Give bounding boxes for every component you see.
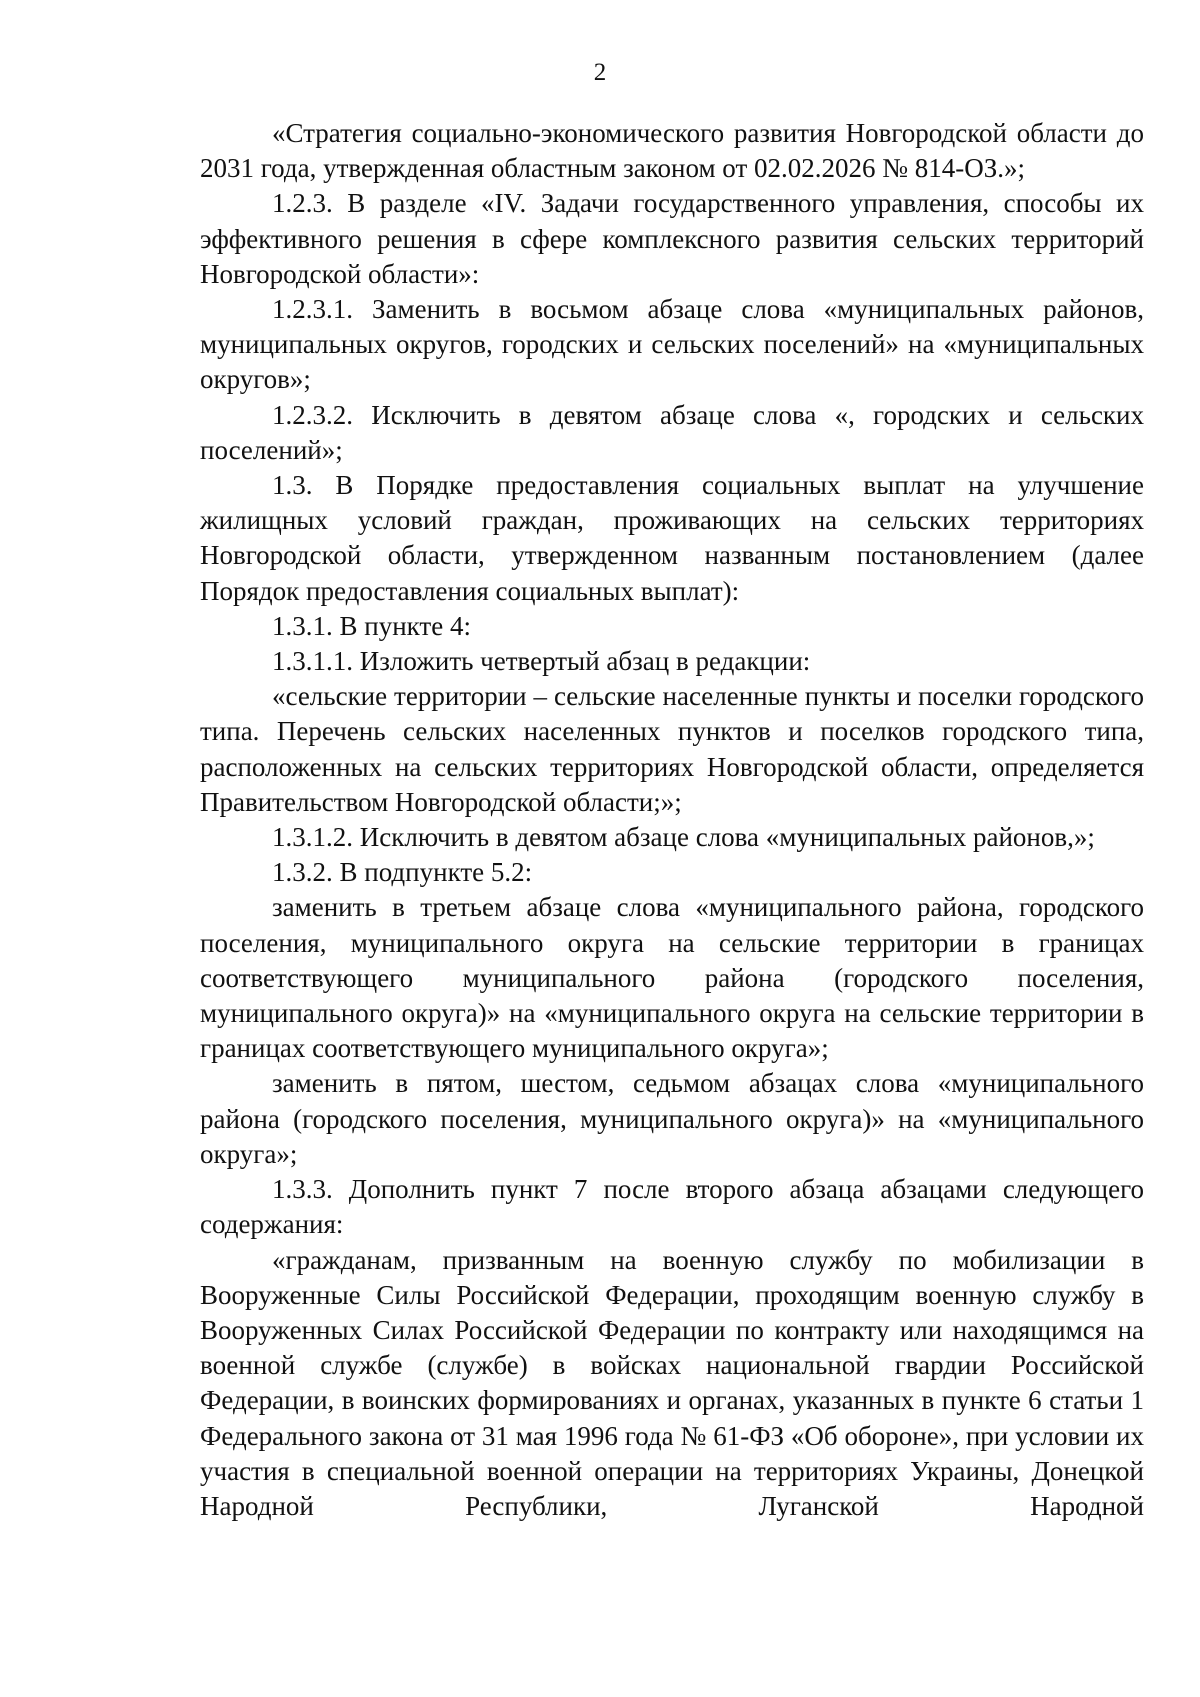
paragraph-1-3-1-1: 1.3.1.1. Изложить четвертый абзац в редакции:	[272, 646, 811, 677]
paragraph-1-2-3-2: 1.2.3.2. Исключить в девятом абзаце слова «, городских и сельских поселений»;	[200, 399, 1144, 465]
paragraph-1-3-1: 1.3.1. В пункте 4:	[272, 610, 471, 641]
paragraph-1-3-2: 1.3.2. В подпункте 5.2:	[272, 857, 533, 888]
paragraph-1-3-3: 1.3.3. Дополнить пункт 7 после второго абзаца абзацами следующего содержания:	[200, 1174, 1144, 1240]
paragraph-1-2-3-1: 1.2.3.1. Заменить в восьмом абзаце слова «муниципальных районов, муниципальных округов, городских и сельских поселений» на «муниципальных округов»;	[200, 294, 1144, 395]
paragraph-rural-territories-quote: «сельские территории – сельские населенные пункты и поселки городского типа. Перечень сельских населенных пунктов и поселков городского типа, расположенных на сельских территориях Новгородской области, определяется Правительством Новгородской области;»;	[200, 681, 1144, 817]
paragraph-1-3: 1.3. В Порядке предоставления социальных выплат на улучшение жилищных условий граждан, проживающих на сельских территориях Новгородской области, утвержденном названным постановлением (далее Порядок предоставления социальных выплат):	[200, 470, 1144, 606]
paragraph-citizens-quote: «гражданам, призванным на военную службу по мобилизации в Вооруженные Силы Российской Федерации, проходящим военную службу в Вооруженных Силах Российской Федерации по контракту или находящимся на военной службе (службе) в войсках национальной гвардии Российской Федерации, в воинских формированиях и органах, указанных в пункте 6 статьи 1 Федерального закона от 31 мая 1996 года № 61-ФЗ «Об обороне», при условии их участия в специальной военной операции на территориях Украины, Донецкой Народной Республики, Луганской Народной	[200, 1244, 1144, 1521]
page-number: 2	[593, 59, 607, 86]
paragraph-replace-third: заменить в третьем абзаце слова «муниципального района, городского поселения, муниципального округа на сельские территории в границах соответствующего муниципального района (городского поселения, муниципального округа)» на «муниципального округа на сельские территории в границах соответствующего муниципального округа»;	[200, 892, 1144, 1064]
paragraph-1-3-1-2: 1.3.1.2. Исключить в девятом абзаце слова «муниципальных районов,»;	[272, 822, 1095, 853]
paragraph-replace-fifth-sixth-seventh: заменить в пятом, шестом, седьмом абзацах слова «муниципального района (городского поселения, муниципального округа)» на «муниципального округа»;	[200, 1068, 1144, 1169]
paragraph-1-2-3: 1.2.3. В разделе «IV. Задачи государственного управления, способы их эффективного решения в сфере комплексного развития сельских территорий Новгородской области»:	[200, 188, 1144, 289]
paragraph-strategy-quote: «Стратегия социально-экономического развития Новгородской области до 2031 года, утвержденная областным законом от 02.02.2026 № 814-ОЗ.»;	[200, 118, 1144, 184]
document-body	[200, 116, 1144, 1524]
